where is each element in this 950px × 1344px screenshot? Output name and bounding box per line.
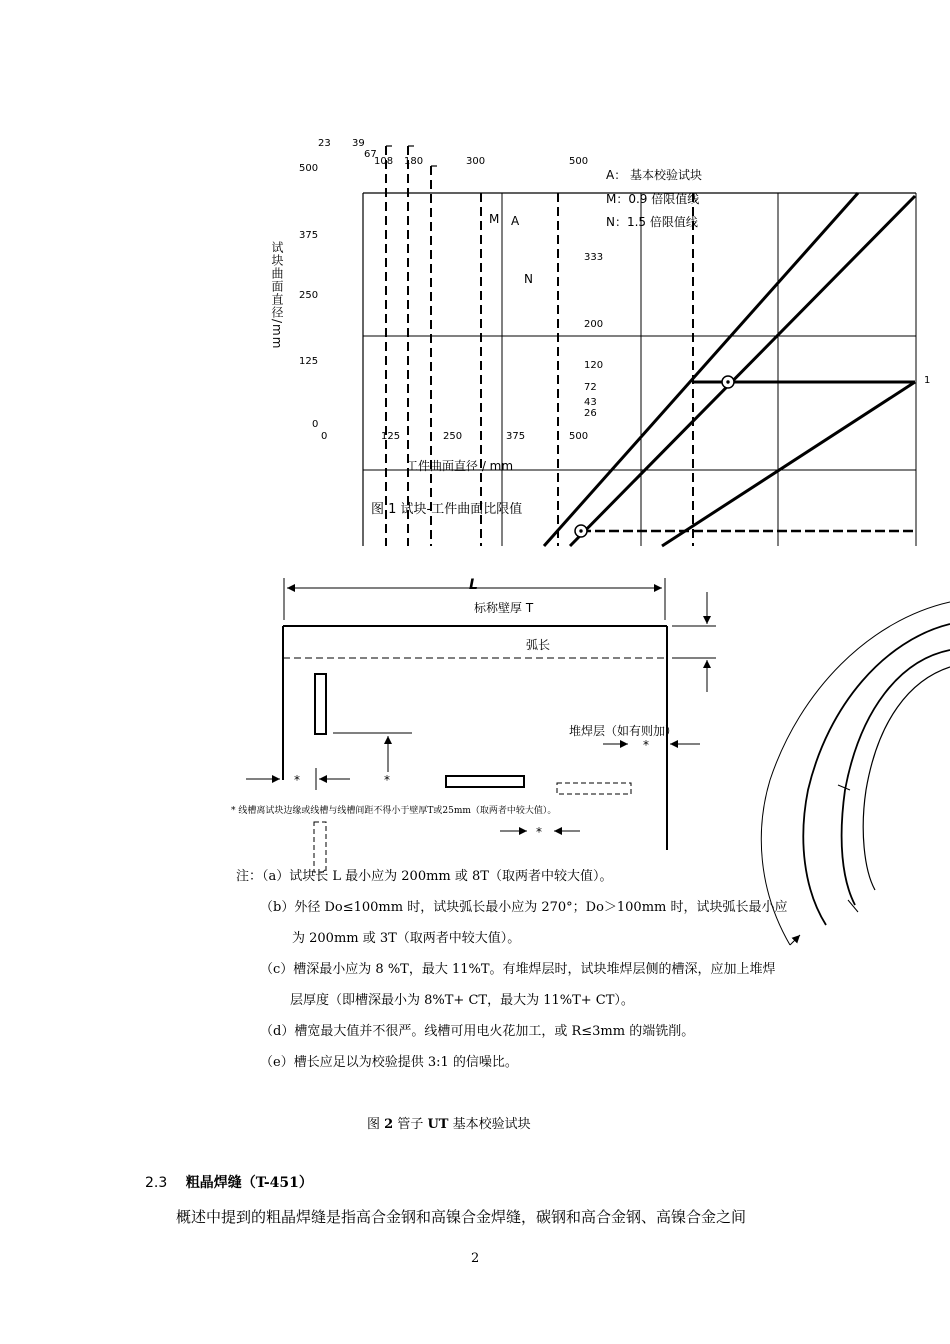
section-number: 2.3 [145, 1175, 168, 1191]
y-tick-250: 250 [299, 290, 319, 301]
figure2-caption: 图 2 管子 UT 基本校验试块 [367, 1117, 531, 1132]
asterisk-bottom: * [536, 825, 542, 839]
note-c: （c）槽深最小应为 8 %T，最大 11%T。有堆焊层时，试块堆焊层侧的槽深，应加上堆焊 [260, 962, 776, 977]
figure1-caption: 图 1 试块-工件曲面比限值 [371, 502, 523, 517]
asterisk-left: * [294, 773, 300, 787]
section-code: T-451 [255, 1175, 299, 1191]
y-tick-375: 375 [299, 230, 319, 241]
section-title: 粗晶焊缝（ [185, 1175, 256, 1191]
length-label: L [469, 577, 478, 593]
right-value-26: 26 [584, 408, 597, 419]
x-tick-250: 250 [443, 431, 463, 442]
right-value-43: 43 [584, 397, 597, 408]
right-value-120: 120 [584, 360, 604, 371]
x-tick-375: 375 [506, 431, 526, 442]
asterisk-center: * [384, 773, 390, 787]
top-tick-180: 180 [404, 156, 424, 167]
overlay-label: 堆焊层（如有则加） [569, 724, 678, 738]
right-value-333: 333 [584, 252, 604, 263]
page-number: 2 [471, 1251, 480, 1266]
section-heading [145, 1172, 313, 1192]
curve-label-n: N [524, 272, 533, 286]
y-tick-500: 500 [299, 163, 319, 174]
curve-label-m: M [489, 212, 500, 226]
top-tick-23: 23 [318, 138, 331, 149]
top-tick-500: 500 [569, 156, 589, 167]
note-d: （d）槽宽最大值并不很严。线槽可用电火花加工，或 R≤3mm 的端铣削。 [260, 1024, 695, 1039]
top-tick-39: 39 [352, 138, 365, 149]
section-title-end: ） [298, 1175, 313, 1191]
section-paragraph: 概述中提到的粗晶焊缝是指高合金钢和高镍合金焊缝，碳钢和高合金钢、高镍合金之间 [176, 1208, 747, 1226]
curve-label-a: A [511, 214, 520, 228]
top-tick-67: 67 [364, 149, 377, 160]
edge-mark: 1 [924, 375, 931, 386]
note-e: （e）槽长应足以为校验提供 3:1 的信噪比。 [260, 1055, 518, 1070]
right-value-200: 200 [584, 319, 604, 330]
legend-n: N：1.5 倍限值线 [606, 215, 698, 229]
notch-footnote: * 线槽离试块边缘或线槽与线槽间距不得小于壁厚T或25mm（取两者中较大值）。 [231, 806, 557, 816]
note-c-cont: 层厚度（即槽深最小为 8%T+ CT，最大为 11%T+ CT）。 [290, 993, 634, 1008]
y-tick-0: 0 [312, 419, 319, 430]
top-tick-108: 108 [374, 156, 394, 167]
note-a: 注：（a）试块长 L 最小应为 200mm 或 8T（取两者中较大值）。 [236, 869, 613, 884]
legend-a: A： 基本校验试块 [606, 168, 703, 182]
arc-length-label: 弧长 [526, 638, 551, 652]
thickness-label: 标称壁厚 T [474, 601, 534, 615]
top-tick-300: 300 [466, 156, 486, 167]
x-tick-0: 0 [321, 431, 328, 442]
note-b-cont: 为 200mm 或 3T（取两者中较大值）。 [292, 931, 521, 946]
x-tick-125: 125 [381, 431, 401, 442]
x-tick-500: 500 [569, 431, 589, 442]
x-axis-label: 工件曲面直径 / mm [406, 459, 514, 473]
legend-m: M：0.9 倍限值线 [606, 192, 700, 206]
note-b: （b）外径 Do≤100mm 时，试块弧长最小应为 270°；Do＞100mm 时，试块弧长最小应 [260, 900, 788, 915]
y-tick-125: 125 [299, 356, 319, 367]
asterisk-overlay: * [643, 738, 649, 752]
y-axis-label: 试块曲面直径/mm [270, 241, 284, 350]
right-value-72: 72 [584, 382, 597, 393]
